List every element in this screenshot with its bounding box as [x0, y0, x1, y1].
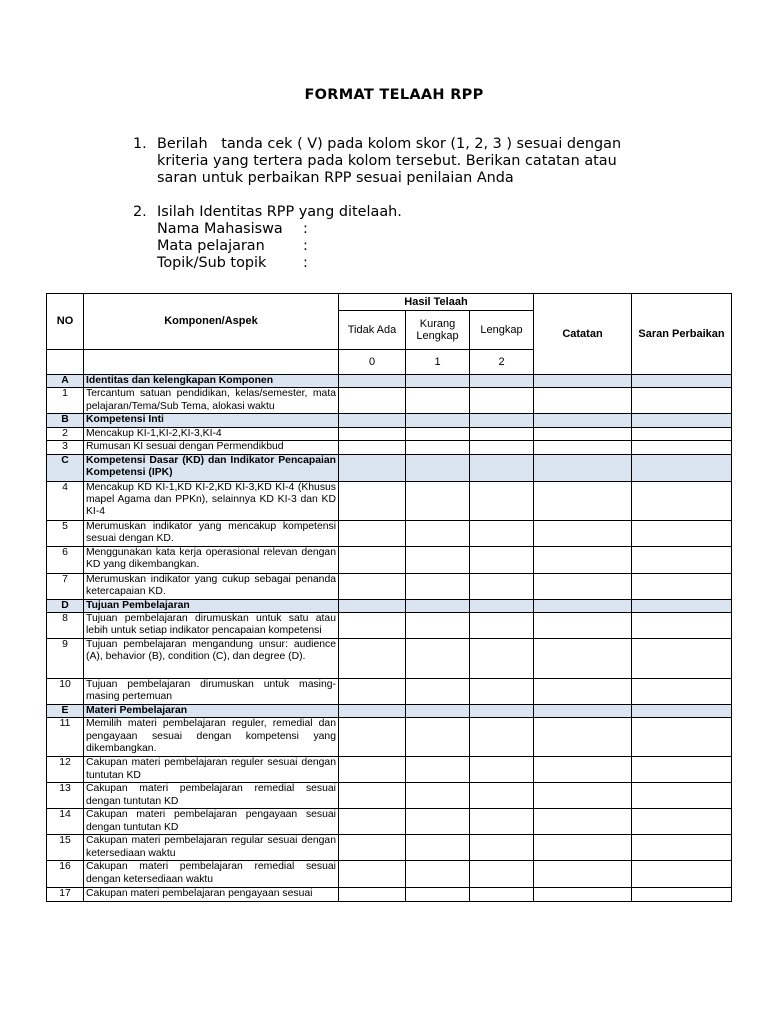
- row-number: 6: [47, 546, 84, 573]
- saran-cell[interactable]: [632, 427, 732, 440]
- aspect-text: Cakupan materi pembelajaran pengayaan sesuai dengan tuntutan KD: [84, 809, 339, 835]
- catatan-cell: [534, 375, 632, 388]
- catatan-cell[interactable]: [534, 427, 632, 440]
- aspect-text: Rumusan KI sesuai dengan Permendikbud: [84, 441, 339, 454]
- catatan-cell: [534, 414, 632, 427]
- score-lengkap-cell[interactable]: [470, 835, 534, 861]
- saran-cell[interactable]: [632, 613, 732, 639]
- saran-cell[interactable]: [632, 757, 732, 783]
- table-row: [47, 783, 732, 809]
- score-lengkap-cell[interactable]: [470, 388, 534, 414]
- table-row: [47, 613, 732, 639]
- aspect-text: Tujuan pembelajaran dirumuskan untuk satu atau lebih untuk setiap indikator pencapaian kompetensi: [84, 613, 339, 639]
- aspect-text: Menggunakan kata kerja operasional relevan dengan KD yang dikembangkan.: [84, 546, 339, 573]
- header-lengkap: Lengkap: [470, 311, 534, 350]
- score-kurang-lengkap-cell: [406, 414, 470, 427]
- score-lengkap-cell[interactable]: [470, 481, 534, 520]
- aspect-text: Cakupan materi pembelajaran remedial sesuai dengan ketersediaan waktu: [84, 861, 339, 888]
- table-row: [47, 718, 732, 757]
- score-kurang-lengkap-cell[interactable]: [406, 441, 470, 454]
- saran-cell: [632, 454, 732, 481]
- score-lengkap-cell: [470, 414, 534, 427]
- section-row: [47, 599, 732, 612]
- saran-cell[interactable]: [632, 481, 732, 520]
- header-blank: [84, 350, 339, 375]
- row-number: A: [47, 375, 84, 388]
- row-number: D: [47, 599, 84, 612]
- score-kurang-lengkap-cell[interactable]: [406, 718, 470, 757]
- score-tidak-ada-cell[interactable]: [339, 427, 406, 440]
- catatan-cell[interactable]: [534, 639, 632, 679]
- saran-cell[interactable]: [632, 520, 732, 546]
- score-kurang-lengkap-cell[interactable]: [406, 835, 470, 861]
- score-lengkap-cell: [470, 454, 534, 481]
- row-number: 12: [47, 757, 84, 783]
- header-kurang-lengkap: Kurang Lengkap: [406, 311, 470, 350]
- score-tidak-ada-cell[interactable]: [339, 481, 406, 520]
- score-tidak-ada-cell[interactable]: [339, 546, 406, 573]
- score-tidak-ada-cell[interactable]: [339, 613, 406, 639]
- header-komponen: Komponen/Aspek: [84, 294, 339, 350]
- aspect-text: Mencakup KD KI-1,KD KI-2,KD KI-3,KD KI-4 (Khusus mapel Agama dan PPKn), selainnya KD KI-3 dan KD KI-4: [84, 481, 339, 520]
- score-lengkap-cell[interactable]: [470, 441, 534, 454]
- catatan-cell[interactable]: [534, 809, 632, 835]
- section-title: Identitas dan kelengkapan Komponen: [84, 375, 339, 388]
- aspect-text: Tujuan pembelajaran dirumuskan untuk masing-masing pertemuan: [84, 679, 339, 705]
- catatan-cell[interactable]: [534, 861, 632, 888]
- identity-label: Mata pelajaran: [157, 238, 265, 254]
- aspect-text: Merumuskan indikator yang mencakup kompetensi sesuai dengan KD.: [84, 520, 339, 546]
- score-kurang-lengkap-cell[interactable]: [406, 888, 470, 901]
- saran-cell[interactable]: [632, 783, 732, 809]
- score-tidak-ada-cell: [339, 599, 406, 612]
- saran-cell[interactable]: [632, 861, 732, 888]
- score-kurang-lengkap-cell[interactable]: [406, 809, 470, 835]
- section-row: [47, 454, 732, 481]
- section-title: Materi Pembelajaran: [84, 705, 339, 718]
- row-number: 2: [47, 427, 84, 440]
- row-number: 13: [47, 783, 84, 809]
- score-kurang-lengkap-cell[interactable]: [406, 861, 470, 888]
- score-tidak-ada-cell: [339, 705, 406, 718]
- section-row: [47, 375, 732, 388]
- catatan-cell[interactable]: [534, 718, 632, 757]
- header-score-1: 1: [406, 350, 470, 375]
- table-row: [47, 546, 732, 573]
- instruction-line: kriteria yang tertera pada kolom tersebut. Berikan catatan atau: [157, 153, 617, 169]
- row-number: 14: [47, 809, 84, 835]
- score-lengkap-cell[interactable]: [470, 718, 534, 757]
- saran-cell: [632, 599, 732, 612]
- catatan-cell[interactable]: [534, 441, 632, 454]
- score-lengkap-cell[interactable]: [470, 888, 534, 901]
- score-kurang-lengkap-cell[interactable]: [406, 613, 470, 639]
- score-lengkap-cell[interactable]: [470, 546, 534, 573]
- score-kurang-lengkap-cell: [406, 454, 470, 481]
- score-lengkap-cell[interactable]: [470, 639, 534, 679]
- identity-nama: [157, 221, 673, 238]
- table-row: [47, 441, 732, 454]
- score-kurang-lengkap-cell[interactable]: [406, 481, 470, 520]
- saran-cell[interactable]: [632, 809, 732, 835]
- aspect-text: Tercantum satuan pendidikan, kelas/semester, mata pelajaran/Tema/Sub Tema, alokasi waktu: [84, 388, 339, 414]
- instruction-2: [133, 204, 673, 272]
- score-tidak-ada-cell[interactable]: [339, 861, 406, 888]
- table-row: [47, 481, 732, 520]
- saran-cell[interactable]: [632, 835, 732, 861]
- header-no: NO: [47, 294, 84, 350]
- header-score-0: 0: [339, 350, 406, 375]
- catatan-cell[interactable]: [534, 613, 632, 639]
- catatan-cell[interactable]: [534, 757, 632, 783]
- aspect-text: Memilih materi pembelajaran reguler, remedial dan pengayaan sesuai dengan kompetensi yang dikembangkan.: [84, 718, 339, 757]
- catatan-cell: [534, 599, 632, 612]
- identity-label: Nama Mahasiswa: [157, 221, 283, 237]
- score-tidak-ada-cell[interactable]: [339, 679, 406, 705]
- instruction-line: Berilah tanda cek ( V) pada kolom skor (1, 2, 3 ) sesuai dengan: [157, 136, 622, 152]
- row-number: 10: [47, 679, 84, 705]
- aspect-text: Cakupan materi pembelajaran remedial sesuai dengan tuntutan KD: [84, 783, 339, 809]
- score-kurang-lengkap-cell[interactable]: [406, 757, 470, 783]
- instruction-line: saran untuk perbaikan RPP sesuai penilaian Anda: [157, 170, 514, 186]
- score-kurang-lengkap-cell: [406, 705, 470, 718]
- section-row: [47, 414, 732, 427]
- score-kurang-lengkap-cell[interactable]: [406, 388, 470, 414]
- saran-cell: [632, 414, 732, 427]
- section-title: Tujuan Pembelajaran: [84, 599, 339, 612]
- identity-topik: [157, 255, 673, 272]
- review-table: [46, 293, 732, 902]
- score-lengkap-cell[interactable]: [470, 679, 534, 705]
- table-row: [47, 639, 732, 679]
- score-tidak-ada-cell[interactable]: [339, 573, 406, 599]
- score-tidak-ada-cell[interactable]: [339, 639, 406, 679]
- row-number: C: [47, 454, 84, 481]
- score-tidak-ada-cell[interactable]: [339, 388, 406, 414]
- saran-cell[interactable]: [632, 639, 732, 679]
- table-row: [47, 388, 732, 414]
- aspect-text: Cakupan materi pembelajaran regular sesuai dengan ketersediaan waktu: [84, 835, 339, 861]
- score-lengkap-cell[interactable]: [470, 520, 534, 546]
- header-saran: Saran Perbaikan: [632, 294, 732, 375]
- saran-cell: [632, 705, 732, 718]
- row-number: 15: [47, 835, 84, 861]
- catatan-cell: [534, 705, 632, 718]
- header-tidak-ada: Tidak Ada: [339, 311, 406, 350]
- row-number: 4: [47, 481, 84, 520]
- instruction-line: Isilah Identitas RPP yang ditelaah.: [157, 204, 402, 220]
- row-number: B: [47, 414, 84, 427]
- header-blank: [47, 350, 84, 375]
- saran-cell[interactable]: [632, 573, 732, 599]
- section-title: Kompetensi Inti: [84, 414, 339, 427]
- row-number: 16: [47, 861, 84, 888]
- saran-cell[interactable]: [632, 441, 732, 454]
- identity-mapel: [157, 238, 673, 255]
- catatan-cell[interactable]: [534, 388, 632, 414]
- row-number: 17: [47, 888, 84, 901]
- score-tidak-ada-cell[interactable]: [339, 520, 406, 546]
- score-tidak-ada-cell: [339, 375, 406, 388]
- score-kurang-lengkap-cell[interactable]: [406, 546, 470, 573]
- score-lengkap-cell: [470, 599, 534, 612]
- row-number: 7: [47, 573, 84, 599]
- table-row: [47, 757, 732, 783]
- aspect-text: Cakupan materi pembelajaran pengayaan sesuai: [84, 888, 339, 901]
- score-tidak-ada-cell[interactable]: [339, 783, 406, 809]
- table-row: [47, 520, 732, 546]
- row-number: 9: [47, 639, 84, 679]
- table-row: [47, 888, 732, 901]
- instruction-1: [133, 136, 673, 187]
- row-number: E: [47, 705, 84, 718]
- score-tidak-ada-cell[interactable]: [339, 718, 406, 757]
- row-number: 5: [47, 520, 84, 546]
- score-tidak-ada-cell[interactable]: [339, 809, 406, 835]
- catatan-cell[interactable]: [534, 835, 632, 861]
- score-tidak-ada-cell[interactable]: [339, 835, 406, 861]
- catatan-cell[interactable]: [534, 679, 632, 705]
- saran-cell[interactable]: [632, 388, 732, 414]
- identity-sep: :: [303, 255, 308, 271]
- row-number: 3: [47, 441, 84, 454]
- header-catatan: Catatan: [534, 294, 632, 375]
- table-row: [47, 809, 732, 835]
- score-lengkap-cell[interactable]: [470, 783, 534, 809]
- aspect-text: Cakupan materi pembelajaran reguler sesuai dengan tuntutan KD: [84, 757, 339, 783]
- score-tidak-ada-cell[interactable]: [339, 888, 406, 901]
- score-kurang-lengkap-cell[interactable]: [406, 639, 470, 679]
- table-row: [47, 573, 732, 599]
- score-lengkap-cell[interactable]: [470, 573, 534, 599]
- score-kurang-lengkap-cell[interactable]: [406, 679, 470, 705]
- catatan-cell[interactable]: [534, 520, 632, 546]
- aspect-text: Mencakup KI-1,KI-2,KI-3,KI-4: [84, 427, 339, 440]
- score-tidak-ada-cell: [339, 414, 406, 427]
- score-kurang-lengkap-cell: [406, 599, 470, 612]
- score-lengkap-cell[interactable]: [470, 613, 534, 639]
- catatan-cell[interactable]: [534, 573, 632, 599]
- identity-sep: :: [303, 238, 308, 254]
- score-kurang-lengkap-cell[interactable]: [406, 783, 470, 809]
- score-lengkap-cell: [470, 705, 534, 718]
- score-tidak-ada-cell: [339, 454, 406, 481]
- score-kurang-lengkap-cell[interactable]: [406, 427, 470, 440]
- header-hasil-telaah: Hasil Telaah: [339, 294, 534, 311]
- row-number: 11: [47, 718, 84, 757]
- row-number: 8: [47, 613, 84, 639]
- aspect-text: Merumuskan indikator yang cukup sebagai penanda ketercapaian KD.: [84, 573, 339, 599]
- score-lengkap-cell: [470, 375, 534, 388]
- identity-sep: :: [303, 221, 308, 237]
- instruction-number: 1.: [133, 136, 147, 152]
- identity-label: Topik/Sub topik: [157, 255, 267, 271]
- catatan-cell[interactable]: [534, 481, 632, 520]
- score-lengkap-cell[interactable]: [470, 757, 534, 783]
- table-row: [47, 861, 732, 888]
- score-lengkap-cell[interactable]: [470, 861, 534, 888]
- score-kurang-lengkap-cell[interactable]: [406, 520, 470, 546]
- instruction-number: 2.: [133, 204, 147, 220]
- score-kurang-lengkap-cell: [406, 375, 470, 388]
- saran-cell[interactable]: [632, 679, 732, 705]
- score-tidak-ada-cell[interactable]: [339, 441, 406, 454]
- section-title: Kompetensi Dasar (KD) dan Indikator Pencapaian Kompetensi (IPK): [84, 454, 339, 481]
- row-number: 1: [47, 388, 84, 414]
- page-title: FORMAT TELAAH RPP: [304, 87, 484, 103]
- catatan-cell[interactable]: [534, 546, 632, 573]
- score-lengkap-cell[interactable]: [470, 427, 534, 440]
- saran-cell: [632, 375, 732, 388]
- score-kurang-lengkap-cell[interactable]: [406, 573, 470, 599]
- table-row: [47, 427, 732, 440]
- catatan-cell[interactable]: [534, 783, 632, 809]
- catatan-cell: [534, 454, 632, 481]
- catatan-cell[interactable]: [534, 888, 632, 901]
- table-body: [47, 375, 732, 902]
- header-score-2: 2: [470, 350, 534, 375]
- score-tidak-ada-cell[interactable]: [339, 757, 406, 783]
- score-lengkap-cell[interactable]: [470, 809, 534, 835]
- saran-cell[interactable]: [632, 546, 732, 573]
- section-row: [47, 705, 732, 718]
- saran-cell[interactable]: [632, 718, 732, 757]
- saran-cell[interactable]: [632, 888, 732, 901]
- aspect-text: Tujuan pembelajaran mengandung unsur: audience (A), behavior (B), condition (C), dan degree (D).: [84, 639, 339, 679]
- table-row: [47, 835, 732, 861]
- table-row: [47, 679, 732, 705]
